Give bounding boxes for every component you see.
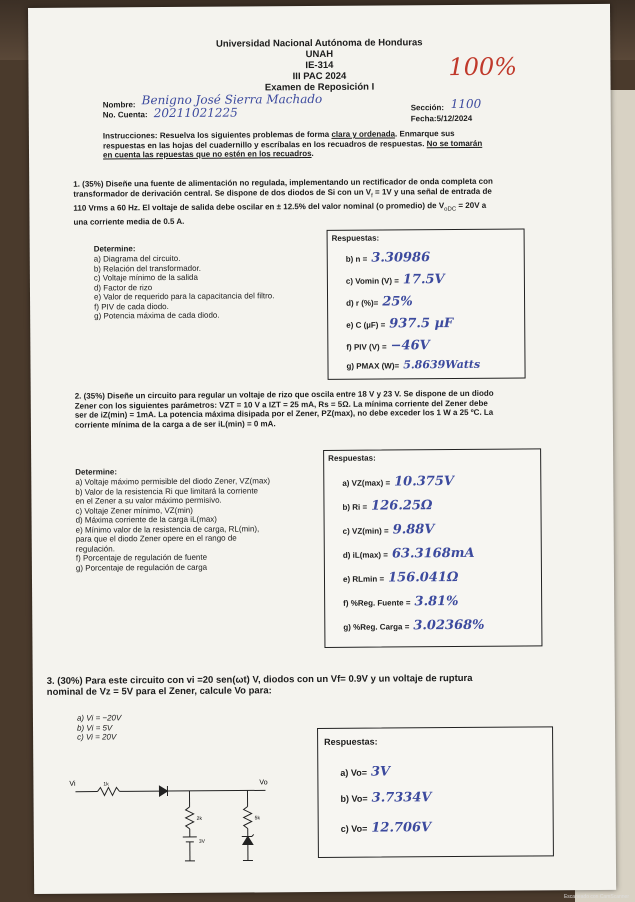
problem2-answer-e: e) RLmin = 156.041Ω [342,570,459,586]
name-label: Nombre: [102,100,136,110]
problem3-answer-a: a) Vo= 3V [340,764,391,780]
problem1-answer-box [327,229,526,380]
unah-label: UNAH [305,48,334,61]
university-name: Universidad Nacional Autónoma de Honduras [215,37,423,50]
problem3-answers-label: Respuestas: [324,736,378,747]
course-code: IE-314 [305,59,334,72]
account-number: 20211021225 [153,105,238,121]
problem1-determine-label: Determine: [93,244,136,254]
problem2-answers-label: Respuestas: [328,453,376,463]
problem1-items [94,253,324,321]
scanner-footer: Escaneado con CamScanner [563,894,629,900]
problem3-answer-c: c) Vo= 12.706V [340,820,432,836]
problem2-item: regulación. [75,543,115,554]
term-label: III PAC 2024 [292,70,347,83]
circuit-r3-label: 5k [254,815,260,822]
problem1-answer-e: e) C (µF) = 937.5 µF [346,316,454,332]
date-label: Fecha: [410,114,437,124]
problem2-item: b) Valor de la resistencia Ri que limitará la corriente [75,485,259,497]
circuit-source-label: 3V [198,838,205,845]
section-label: Sección: [410,103,445,113]
circuit-vo-label: Vo [259,779,268,787]
problem2-statement: 2. (35%) Diseñe un circuito para regular un voltaje de rizo que oscila entre 18 V y 23 V. Se dispone de un diodo Zener con los siguientes parámetros: VZT = 10 V a IZT = 25 mA, Rs = 5Ω. La mínima corriente del Zener debe ser de iZ(min) = 1mA. La potencia máxima disipada por el Zener, PZ(max), no debe exceder los 1 W a 25 ºC. La corriente mínima de la carga a de ser iL(min) = 0 mA. [74,388,494,430]
problem1-item: b) Relación del transformador. [93,263,202,274]
problem1-item: d) Factor de rizo [93,282,153,293]
problem3-circuit [69,766,270,877]
section-number: 1100 [450,96,482,112]
problem2-answer-d: d) iL(max) = 63.3168mA [342,545,475,562]
problem2-determine-label: Determine: [75,467,118,477]
grade-mark: 100% [448,52,518,82]
circuit-r2-label: 2k [196,815,202,822]
account-label: No. Cuenta: [102,110,148,120]
problem1-item: c) Voltaje mínimo de la salida [93,272,198,283]
exam-date: 5/12/2024 [436,113,473,124]
problem2-answer-c: c) VZ(min) = 9.88V [342,522,435,538]
problem2-item: d) Máxima corriente de la carga iL(max) [75,514,217,525]
problem1-statement: 1. (35%) Diseñe una fuente de alimentación no regulada, implementando un rectificador de onda completa con transformador de derivación central. Se dispone de dos diodos de Si con un $V_f = 1V$ y una señal de entrada de 110 Vrms a 60 Hz. El voltaje de salida debe oscilar en ± 12.5% del valor nominal (o promedio) de $V_{oDC} = 20V$ a una corriente media de 0.5 A. [73,176,493,227]
problem1-answers-label: Respuestas: [331,233,380,243]
problem3-case: a) Vi = −20V [76,713,122,723]
student-name: Benigno José Sierra Machado [141,91,323,108]
problem2-answer-a: a) VZ(max) = 10.375V [342,474,455,490]
exam-sheet [28,4,616,894]
problem3-answer-b: b) Vo= 3.7334V [340,790,432,806]
problem3-cases [77,713,237,743]
problem2-item: c) Voltaje Zener mínimo, VZ(min) [75,505,193,516]
problem2-item: f) Porcentaje de regulación de fuente [75,552,208,563]
problem2-item: en el Zener a su valor máximo permisivo. [75,495,222,506]
problem2-item: para que el diodo Zener opere en el rango de [75,533,237,544]
problem2-items [75,476,316,573]
problem2-answer-box [323,448,542,648]
problem2-answer-b: b) Ri = 126.25Ω [342,498,433,514]
circuit-r1-label: 1k [103,781,109,788]
problem3-case: c) Vi = 20V [77,732,117,742]
problem1-item: e) Valor de requerido para la capacitancia del filtro. [93,291,275,302]
problem3-statement: 3. (30%) Para este circuito con vi =20 sen(ωt) V, diodos con un Vf= 0.9V y un voltaje de ruptura nominal de Vz = 5V para el Zener, calcule Vo para: [46,672,473,698]
instructions: Instrucciones: Resuelva los siguientes problemas de forma clara y ordenada. Enmarque sus respuestas en las hojas del cuadernillo y escríbalas en los recuadros de respuestas. No se tomarán en cuenta las repuestas que no estén en los recuadros. [102,129,483,160]
problem1-answer-g: g) PMAX (W)= 5.8639Watts [346,357,481,372]
problem1-answer-c: c) Vomin (V) = 17.5V [345,272,445,288]
problem1-answer-f: f) PIV (V) = −46V [346,338,430,354]
problem2-answer-f: f) %Reg. Fuente = 3.81% [343,594,459,610]
problem1-item: f) PIV de cada diodo. [94,301,169,312]
problem1-item: a) Diagrama del circuito. [93,253,181,264]
problem2-item: g) Porcentaje de regulación de carga [75,562,208,573]
problem1-answer-d: d) r (%)= 25% [346,294,413,310]
problem1-item: g) Potencia máxima de cada diodo. [94,310,220,321]
problem3-case: b) Vi = 5V [76,722,113,733]
problem2-item: e) Mínimo valor de la resistencia de carga, RL(min), [75,523,260,535]
problem3-answer-box [317,726,554,858]
problem2-answer-g: g) %Reg. Carga = 3.02368% [343,617,485,634]
problem2-item: a) Voltaje máximo permisible del diodo Zener, VZ(max) [75,476,271,487]
problem1-answer-b: b) n = 3.30986 [345,250,431,266]
exam-title: Examen de Reposición I [264,81,375,94]
circuit-vi-label: Vi [69,780,76,788]
